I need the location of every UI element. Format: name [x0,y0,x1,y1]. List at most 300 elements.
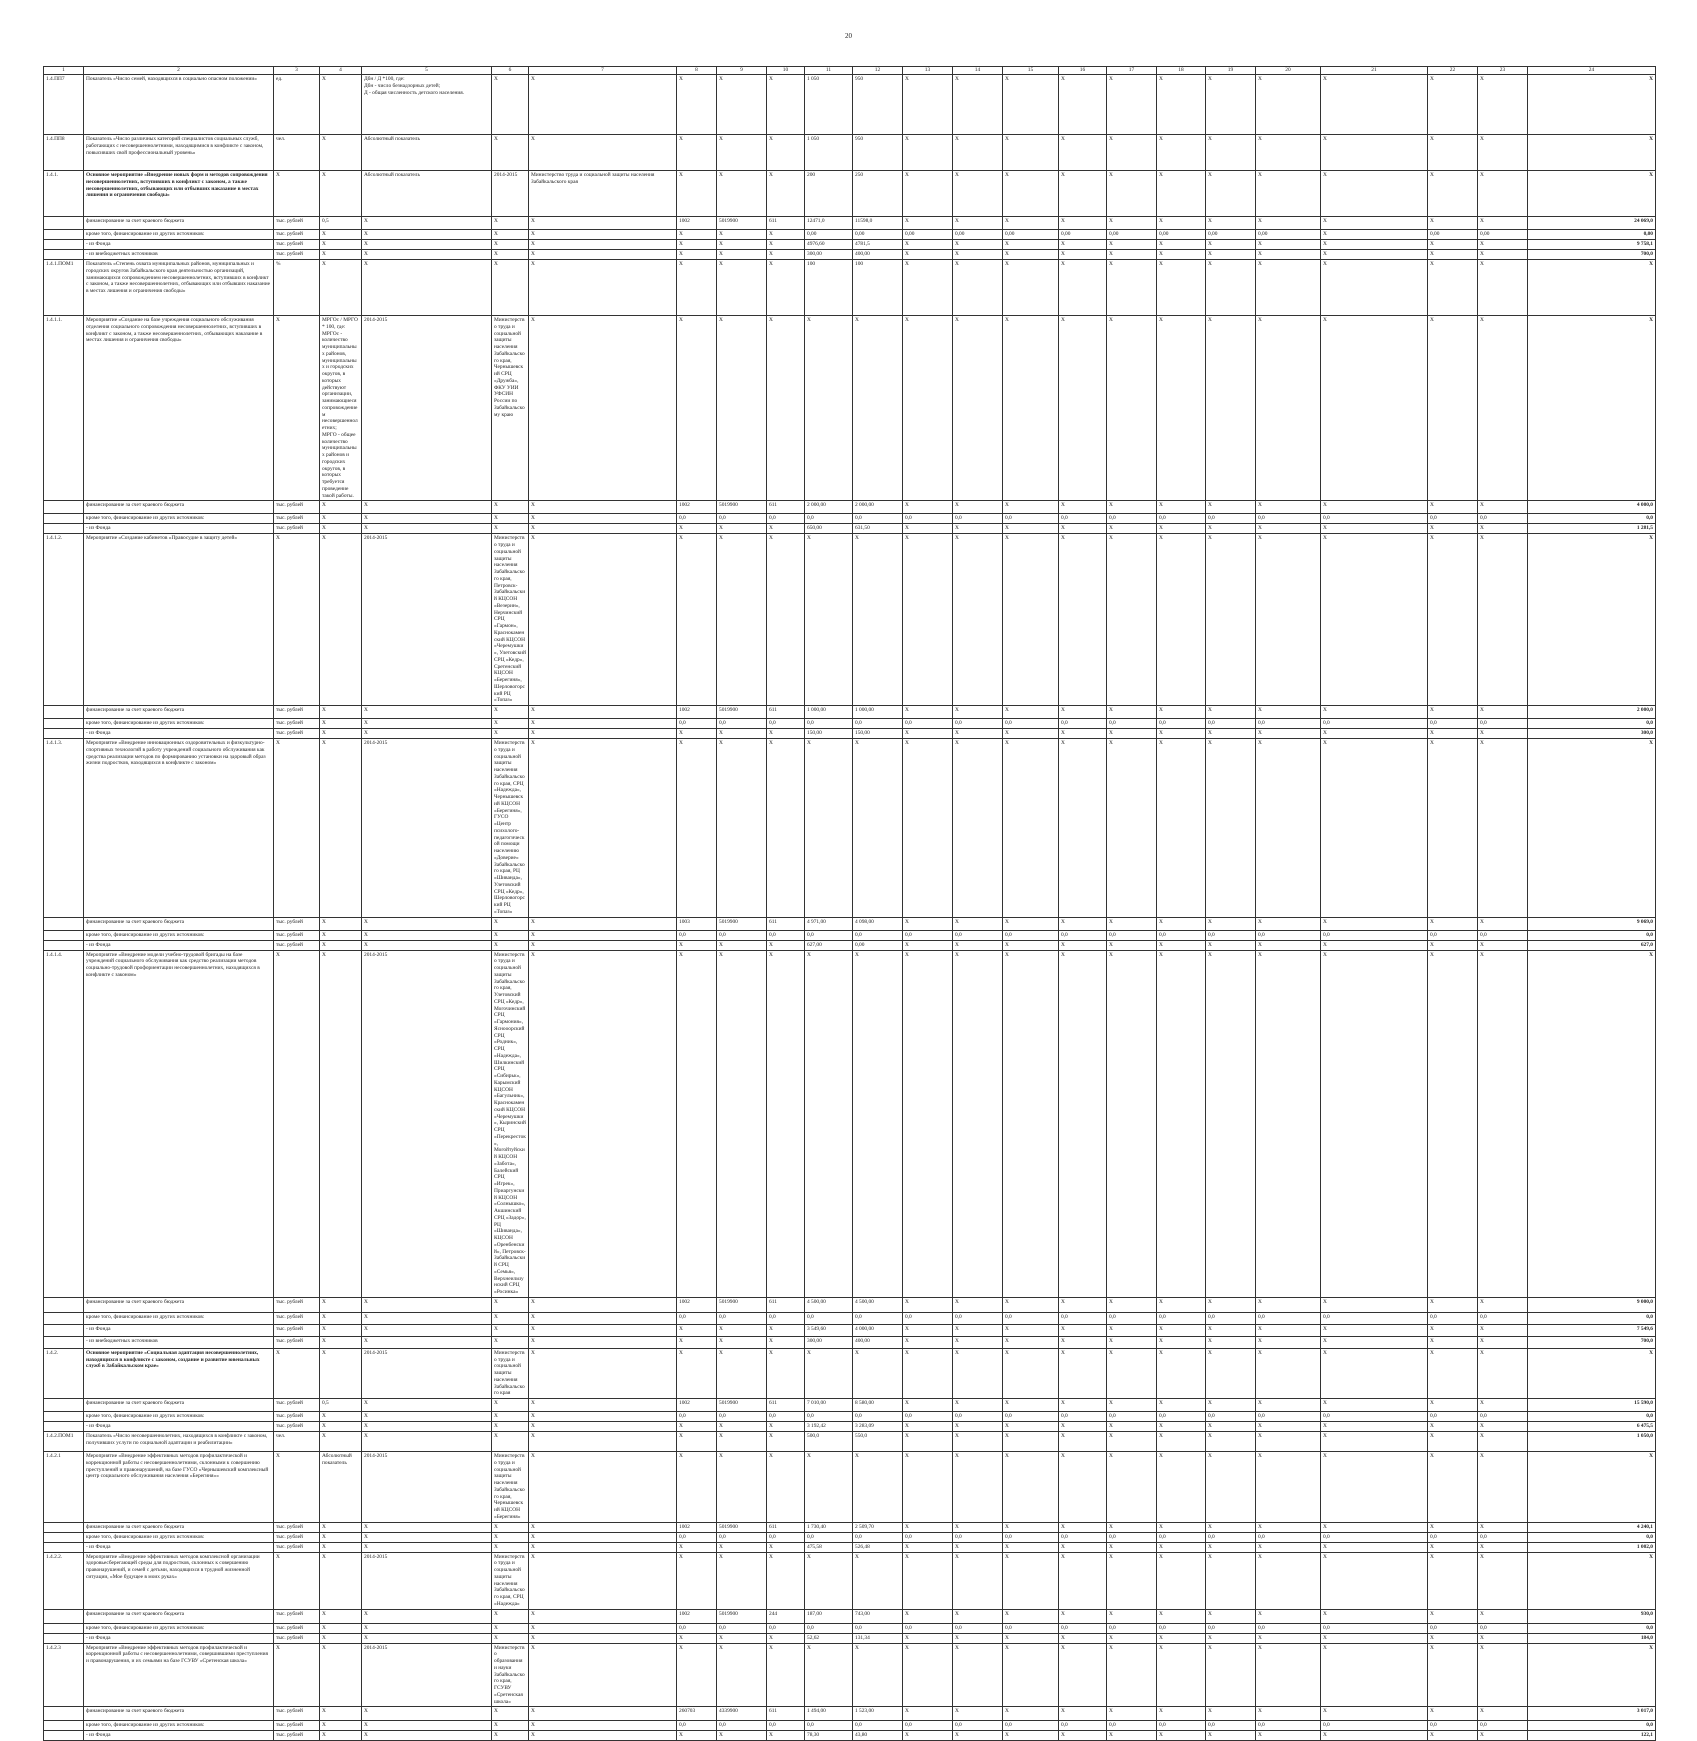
table-cell: X [492,1542,529,1552]
table-cell: X [1428,135,1478,171]
table-cell: 0,0 [767,1312,805,1324]
table-cell: X [529,1731,677,1741]
table-cell: 0,00 [1478,230,1528,240]
table-cell: X [717,1542,767,1552]
column-number: 1 [44,67,84,75]
table-cell: 5019900 [717,1399,767,1412]
table-cell: X [492,240,529,250]
table-cell: Абсолютный показатель [362,171,492,217]
table-cell: X [1478,534,1528,706]
table-cell: X [717,1348,767,1398]
table-cell: 611 [767,1399,805,1412]
table-cell: 0,0 [1059,719,1107,729]
table-cell: X [903,950,953,1297]
table-cell: X [1206,1552,1256,1609]
table-cell: X [1256,1324,1321,1336]
column-number: 3 [274,67,320,75]
table-cell: X [1059,706,1107,719]
table-row [44,1412,1656,1422]
table-cell: 1002 [677,1399,717,1412]
row-total: 7 549,6 [1528,1324,1656,1336]
table-cell: X [1256,171,1321,217]
table-cell: X [1428,1399,1478,1412]
table-cell: X [1107,316,1157,501]
table-cell: X [320,1532,362,1542]
table-cell: X [767,1336,805,1348]
table-cell: 950 [853,135,903,171]
table-cell: X [1157,1324,1206,1336]
table-cell: X [1059,1422,1107,1432]
table-cell: X [1428,1297,1478,1312]
table-row [44,1721,1656,1731]
table-cell: X [853,534,903,706]
table-cell: X [320,1312,362,1324]
table-cell: X [1428,1348,1478,1398]
table-cell: 0,0 [853,930,903,940]
table-cell: X [1206,1297,1256,1312]
row-description: финансирование за счет краевого бюджета [84,217,274,230]
column-number: 19 [1206,67,1256,75]
table-cell: X [320,1412,362,1422]
table-cell: тыс. рублей [274,1412,320,1422]
table-cell: 500,0 [805,1432,853,1452]
table-cell: 611 [767,1522,805,1532]
table-cell: 4 971,00 [805,917,853,930]
table-cell: X [1059,1643,1107,1707]
table-cell: 611 [767,217,805,230]
table-row [44,1432,1656,1452]
table-cell: 260703 [677,1707,717,1721]
table-cell: 0,0 [677,514,717,524]
table-cell: X [1206,1707,1256,1721]
table-cell: X [362,1633,492,1643]
table-cell: X [953,1552,1003,1609]
table-cell: 0,0 [903,514,953,524]
table-cell: 0,0 [717,514,767,524]
table-cell: 0,0 [1206,930,1256,940]
table-cell: X [1321,501,1428,514]
table-cell: X [953,1336,1003,1348]
table-cell: X [1003,1609,1059,1623]
table-cell: тыс. рублей [274,917,320,930]
table-cell: X [1157,1399,1206,1412]
table-cell: X [903,706,953,719]
table-cell: X [529,706,677,719]
table-cell: X [362,1324,492,1336]
table-cell: тыс. рублей [274,1532,320,1542]
row-description: - из Фонда [84,1542,274,1552]
table-cell: X [1059,1542,1107,1552]
table-cell: X [492,1721,529,1731]
table-cell: X [1478,260,1528,316]
table-cell: 0,0 [1428,1623,1478,1633]
row-description: - из Фонда [84,1633,274,1643]
table-cell: Министерство труда и социальной защиты населения Забайкальского края [529,171,677,217]
column-number: 6 [492,67,529,75]
table-cell: X [767,950,805,1297]
table-cell: X [1478,739,1528,918]
table-cell: X [362,1522,492,1532]
table-cell: X [320,1422,362,1432]
table-cell: 52,62 [805,1633,853,1643]
table-cell: X [274,1348,320,1398]
table-cell: X [903,1609,953,1623]
table-cell: 650,00 [805,524,853,534]
table-cell: X [1256,240,1321,250]
table-cell: X [1107,1609,1157,1623]
table-cell: X [1321,1707,1428,1721]
table-cell: X [1321,230,1428,240]
table-cell: X [1107,534,1157,706]
table-cell: X [529,1532,677,1542]
table-cell: 950 [853,75,903,135]
table-cell: X [1321,217,1428,230]
table-cell: 0,0 [1107,1532,1157,1542]
table-cell: X [1206,1336,1256,1348]
table-cell: 0,00 [1059,230,1107,240]
table-cell: чел. [274,1432,320,1452]
table-cell: X [903,1297,953,1312]
table-cell: 0,0 [767,1412,805,1422]
row-code [44,1609,84,1623]
table-cell: X [529,1609,677,1623]
table-cell: X [903,1324,953,1336]
table-cell: X [953,729,1003,739]
table-cell: 1002 [677,1297,717,1312]
table-cell: 0,00 [1428,230,1478,240]
table-cell: X [1003,1707,1059,1721]
table-cell: X [767,75,805,135]
table-cell: X [1478,1542,1528,1552]
table-cell: X [1107,250,1157,260]
table-cell: 150,00 [805,729,853,739]
column-number: 13 [903,67,953,75]
table-cell: X [853,1552,903,1609]
table-cell: X [953,534,1003,706]
row-total: X [1528,950,1656,1297]
row-total: 930,0 [1528,1609,1656,1623]
table-cell: 0,0 [1107,1312,1157,1324]
table-cell: X [320,75,362,135]
table-cell: X [903,1542,953,1552]
table-cell: X [1157,75,1206,135]
table-cell: X [1059,1731,1107,1741]
table-cell: 611 [767,1297,805,1312]
row-code [44,217,84,230]
table-cell: 2014-2015 [362,1643,492,1707]
table-cell: X [492,930,529,940]
table-cell: X [1206,1324,1256,1336]
table-cell: X [1206,1643,1256,1707]
table-cell: X [1157,917,1206,930]
table-cell: ед. [274,75,320,135]
table-cell: X [362,1731,492,1741]
table-row [44,729,1656,739]
table-row [44,917,1656,930]
table-cell: X [1107,135,1157,171]
row-code [44,1312,84,1324]
table-cell: X [805,950,853,1297]
table-cell: 0,0 [1321,719,1428,729]
table-cell: Министерство труда и социальной защиты Забайкальского края, Улетовский СРЦ «Кедр», Могочинский СРЦ «Гармония», Яснооорский СРЦ «Родник», СРЦ «Надежда», Шилкинский СРЦ «Сибирьк», Карымский КЦСОН «Багульник», Краснокаменский КЦСОН «Черемушки», Кыринский СРЦ «Перекресток», Могойтуйский КЦСОН «Забота», Балейский СРЦ «Игрек», Приаргунский КЦСОН «Солнышко», Акшинский СРЦ «Задор», РЦ «Шиванда», КЦСОН «Оренбенский», Петровск-Забайкальский СРЦ «Семья», Верхнеильчунский СРЦ «Росинка» [492,950,529,1297]
table-cell: X [677,1552,717,1609]
table-cell: X [903,1552,953,1609]
table-cell: X [1003,1324,1059,1336]
table-cell: X [1059,135,1107,171]
table-cell: X [1428,217,1478,230]
table-cell: 0,0 [853,1721,903,1731]
table-cell: X [953,950,1003,1297]
table-cell: X [1157,1432,1206,1452]
table-cell: 0,0 [1003,719,1059,729]
table-cell: X [1157,250,1206,260]
table-cell: 1 050 [805,75,853,135]
table-cell: 0,0 [1157,1532,1206,1542]
table-cell: 0,5 [320,1399,362,1412]
row-total: X [1528,1452,1656,1523]
table-cell: X [1206,1609,1256,1623]
table-cell: 0,0 [1157,1312,1206,1324]
table-cell: X [1256,1336,1321,1348]
table-cell: X [677,1731,717,1741]
page-number: 20 [845,32,852,40]
table-cell: X [362,1609,492,1623]
table-row [44,524,1656,534]
table-cell: X [492,729,529,739]
table-cell: МРГОс / МРГО * 100, где: МРГОс - количество муниципальных районов, муниципальных и городских округов, в которых действуют организации, занимающиеся сопровождением несовершеннолетних; МРГО - общее количество муниципальных районов и городских округов, в которых требуется проведение такой работы. [320,316,362,501]
table-cell: Министерство труда и социальной защиты населения Забайкальского края, Чернышевский КЦСОН «Берегиня» [492,1452,529,1523]
table-cell: X [903,240,953,250]
column-number: 18 [1157,67,1206,75]
table-cell: 0,00 [853,940,903,950]
table-row [44,1609,1656,1623]
table-cell: X [362,260,492,316]
table-cell: X [1059,240,1107,250]
table-cell: Министерство труда и социальной защиты населения Забайкальского края, Петровск-Забайкальский КЦСОН «Везерин», Нерчинский СРЦ «Гармон», Краснокаменский КЦСОН «Черемушки», Улетовский СРЦ «Кедр», Сретенский КЦСОН «Берегиня», Шерловогорский РЦ «Топаз» [492,534,529,706]
table-cell: X [1157,1297,1206,1312]
table-cell: X [492,1522,529,1532]
table-cell: X [1059,250,1107,260]
row-total: 1 002,0 [1528,1542,1656,1552]
table-row [44,1522,1656,1532]
table-cell: X [1107,950,1157,1297]
table-cell: X [1478,1522,1528,1532]
table-cell: X [1059,940,1107,950]
row-total: 0,0 [1528,719,1656,729]
table-cell: X [1157,1552,1206,1609]
row-code: 1.4.2.3 [44,1643,84,1707]
table-cell: 0,0 [1206,1623,1256,1633]
table-cell: 0,0 [1428,1312,1478,1324]
table-cell: X [717,739,767,918]
table-row [44,1542,1656,1552]
table-cell: X [1428,240,1478,250]
table-cell: X [853,316,903,501]
row-total: 24 069,0 [1528,217,1656,230]
table-cell: 0,0 [1206,1412,1256,1422]
table-cell: X [320,739,362,918]
table-cell: X [1003,917,1059,930]
table-cell: X [1321,917,1428,930]
table-cell: X [767,1452,805,1523]
table-cell: X [492,1432,529,1452]
row-code [44,940,84,950]
table-cell: X [492,1731,529,1741]
row-total: 627,0 [1528,940,1656,950]
table-cell: X [1428,534,1478,706]
table-cell: 0,0 [1321,930,1428,940]
table-cell: X [529,135,677,171]
table-cell: X [492,1532,529,1542]
table-cell: X [953,1643,1003,1707]
table-cell: X [1059,729,1107,739]
row-code [44,514,84,524]
table-cell: X [320,706,362,719]
table-cell: X [1059,217,1107,230]
table-cell: 5019900 [717,1522,767,1532]
table-cell: X [1321,940,1428,950]
table-cell: X [1256,524,1321,534]
table-cell: X [492,1297,529,1312]
table-cell: 0,0 [1059,1412,1107,1422]
table-cell: X [1321,729,1428,739]
table-cell: X [1428,1422,1478,1432]
table-cell: 0,0 [1256,1721,1321,1731]
table-row [44,260,1656,316]
table-row [44,250,1656,260]
row-total: X [1528,75,1656,135]
table-cell: 0,00 [903,230,953,240]
table-cell: X [717,230,767,240]
table-cell: X [1321,534,1428,706]
table-cell: 300,00 [805,250,853,260]
row-description: Показатель «Число различных категорий специалистов социальных служб, работающих с несовершеннолетними, находящимися в конфликте с законом, повысивших свой профессиональный уровень» [84,135,274,171]
table-cell: X [903,135,953,171]
table-cell: X [362,706,492,719]
table-cell: X [1321,1452,1428,1523]
table-cell: 0,0 [805,1532,853,1542]
table-cell: X [529,1336,677,1348]
table-cell: 0,0 [1256,1623,1321,1633]
table-cell: X [529,1348,677,1398]
table-cell: X [1428,316,1478,501]
row-total: 122,1 [1528,1731,1656,1741]
table-cell: X [492,230,529,240]
table-row [44,1552,1656,1609]
table-cell: 2 000,00 [853,501,903,514]
table-cell: X [529,1399,677,1412]
table-cell: X [320,1432,362,1452]
table-cell: X [492,1412,529,1422]
table-cell: X [953,217,1003,230]
table-cell: X [1428,1432,1478,1452]
table-cell: 0,0 [903,1312,953,1324]
table-cell: 0,0 [1478,1312,1528,1324]
table-cell: X [320,1522,362,1532]
table-cell: X [1256,940,1321,950]
row-code: 1.4.1.ПОМ1 [44,260,84,316]
table-cell: 0,0 [1206,1312,1256,1324]
table-cell: 0,0 [953,1623,1003,1633]
table-cell: X [903,501,953,514]
row-description: - из Фонда [84,1731,274,1741]
table-cell: X [717,940,767,950]
table-cell: 5019900 [717,1297,767,1312]
table-cell: X [1107,1542,1157,1552]
row-description: - из Фонда [84,1324,274,1336]
table-cell: X [492,1633,529,1643]
table-cell: X [677,1336,717,1348]
table-cell: X [529,1633,677,1643]
table-cell: Абсолютный показатель [320,1452,362,1523]
row-description: финансирование за счет краевого бюджета [84,1609,274,1623]
table-cell: 0,0 [1157,719,1206,729]
table-cell: 2014-2015 [362,1452,492,1523]
table-cell: X [1003,729,1059,739]
table-cell: 4976,60 [805,240,853,250]
table-cell: X [1059,739,1107,918]
table-cell: X [320,250,362,260]
table-cell: 3 283,09 [853,1422,903,1432]
row-description: кроме того, финансирование из других источников: [84,1532,274,1542]
table-cell: X [1428,1633,1478,1643]
table-cell: X [853,950,903,1297]
table-cell: X [320,1609,362,1623]
table-cell: X [492,260,529,316]
row-description: кроме того, финансирование из других источников: [84,1412,274,1422]
table-cell: X [903,524,953,534]
table-row [44,1633,1656,1643]
table-row [44,1731,1656,1741]
table-cell: X [903,250,953,260]
table-cell: 0,0 [805,1623,853,1633]
table-cell: X [1428,250,1478,260]
row-code [44,1336,84,1348]
table-cell: X [717,75,767,135]
table-cell: 0,0 [717,930,767,940]
table-cell: тыс. рублей [274,1542,320,1552]
row-description: кроме того, финансирование из других источников: [84,514,274,524]
table-cell: X [320,729,362,739]
table-cell: X [1059,1633,1107,1643]
table-cell: X [1206,739,1256,918]
table-cell: X [1428,75,1478,135]
table-cell: X [1428,1552,1478,1609]
table-cell: X [903,260,953,316]
table-cell: X [529,1623,677,1633]
table-cell: 0,0 [853,1623,903,1633]
table-cell: X [767,240,805,250]
table-cell: X [1157,1542,1206,1552]
table-cell: X [362,240,492,250]
table-cell: X [529,1422,677,1432]
table-cell: 0,0 [677,719,717,729]
table-cell: X [320,501,362,514]
table-cell: X [1157,1348,1206,1398]
table-cell: 0,0 [903,930,953,940]
row-total: X [1528,171,1656,217]
table-cell: X [1478,1432,1528,1452]
row-code [44,1633,84,1643]
table-cell: X [1059,1324,1107,1336]
table-cell: X [717,1336,767,1348]
table-cell: X [1428,940,1478,950]
table-cell: 0,00 [1256,230,1321,240]
table-cell: 1002 [677,501,717,514]
table-cell: X [1321,706,1428,719]
table-cell: X [1107,739,1157,918]
table-cell: X [1206,534,1256,706]
